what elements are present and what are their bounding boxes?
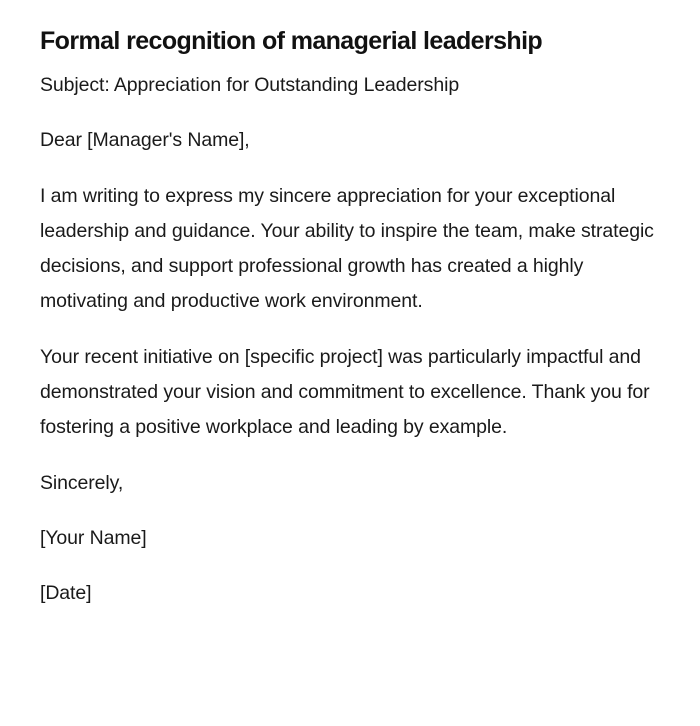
closing: Sincerely, (40, 471, 124, 494)
salutation: Dear [Manager's Name], (40, 129, 250, 152)
document-title: Formal recognition of managerial leadership (40, 27, 543, 55)
date: [Date] (40, 582, 92, 605)
signature-name: [Your Name] (40, 526, 147, 549)
body-paragraph-2: Your recent initiative on [specific project] was particularly impactful and demonstrated your vision and commitment to excellence. Thank you for fostering a positive workplace and leading by example. (40, 345, 650, 439)
body-paragraph-1: I am writing to express my sincere appreciation for your exceptional leadership and guidance. Your ability to inspire the team, make strategic decisions, and support professional growth has created a highly motivating and productive work environment. (40, 184, 654, 313)
subject-line: Subject: Appreciation for Outstanding Leadership (40, 74, 460, 96)
